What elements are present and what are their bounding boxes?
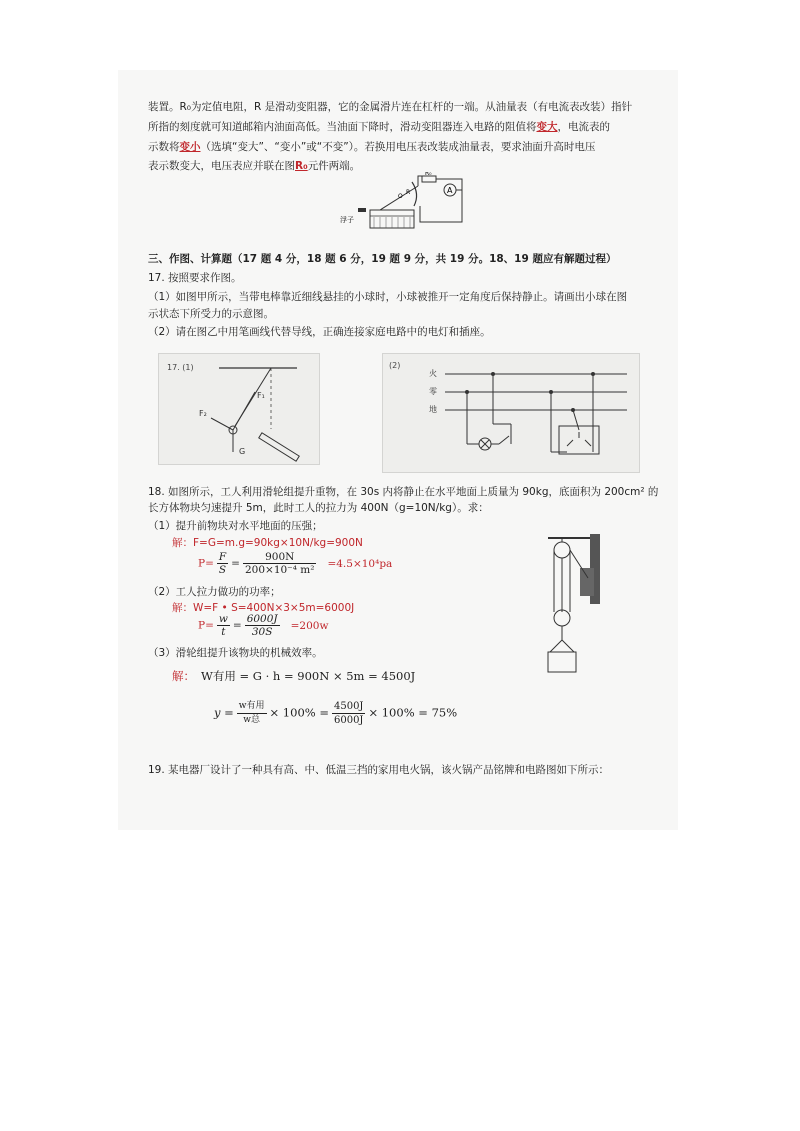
ground-wire-label: 地 [429, 405, 437, 414]
q18-part2-formula: P= $\frac{w}{t}$ = $\frac{6000J}{30S}$ =200w [198, 613, 329, 638]
household-circuit-photo [382, 353, 640, 473]
q18-part2: （2）工人拉力做功的功率； [148, 586, 281, 598]
movable-pulley-icon [554, 610, 570, 626]
q18-part1-formula: P= $\frac{F}{S}$ = $\frac{900N}{\text{200×10⁻⁴ m²}}$ =4.5×10⁴pa [198, 551, 393, 576]
q18-part1: （1）提升前物块对水平地面的压强； [148, 520, 323, 532]
fixed-pulley-icon [554, 542, 570, 558]
q18-part3-work: 解： W有用 = G · h = 900N × 5m = 4500J [172, 669, 416, 683]
switch-icon [499, 436, 509, 444]
q18-part3-efficiency: y = $\frac{\text{w有用}}{\text{w总}}$ × 100% = $\frac{4500J}{6000J}$ × 100% = 75% [214, 701, 458, 726]
push-force-label: F₂ [199, 409, 207, 418]
oil-gauge-diagram [340, 172, 470, 234]
q17-part1-cont: 示状态下所受力的示意图。 [148, 308, 274, 320]
tension-label: F₁ [257, 391, 265, 400]
answer-blank-2: 变小 [179, 141, 201, 153]
intro-line-1: 装置。R₀为定值电阻，R 是滑动变阻器，它的金属滑片连在杠杆的一端。从油量表（有电流表改装）指针 [148, 101, 633, 113]
photo1-tag: 17. (1) [167, 363, 194, 372]
intro-line-3: 示数将变小（选填“变大”、“变小”或“不变”）。若换用电压表改装成油量表，要求油面升高时电压 [148, 141, 596, 153]
answer-blank-3: R₀ [295, 160, 308, 172]
q18-stem-2: 长方体物块匀速提升 5m，此时工人的拉力为 400N（g=10N/kg）。求： [148, 502, 489, 514]
r0-label: R₀ [425, 172, 432, 177]
ammeter-label: A [447, 186, 453, 195]
q18-stem-1: 18. 如图所示，工人利用滑轮组提升重物，在 30s 内将静止在水平地面上质量为 90kg，底面积为 200cm² 的 [148, 486, 659, 498]
section-heading: 三、作图、计算题（17 题 4 分，18 题 6 分，19 题 9 分，共 19 分。18、19 题应有解题过程） [148, 253, 617, 265]
answer-blank-1: 变大 [536, 121, 558, 133]
q17-part1: （1）如图甲所示，当带电棒靠近细线悬挂的小球时，小球被推开一定角度后保持静止。请画出小球在图 [148, 291, 628, 303]
pulley-diagram [540, 528, 612, 678]
force-diagram-photo [158, 353, 320, 465]
photo2-tag: (2) [389, 361, 401, 370]
float-label: 浮子 [340, 216, 354, 224]
charged-rod-icon [259, 433, 299, 461]
q18-part3: （3）滑轮组提升该物块的机械效率。 [148, 647, 323, 659]
q18-part2-solution: 解：W=F • S=400N×3×5m=6000J [172, 602, 355, 614]
intro-line-4: 表示数变大，电压表应并联在图R₀元件两端。 [148, 160, 361, 172]
q17-part2: （2）请在图乙中用笔画线代替导线，正确连接家庭电路中的电灯和插座。 [148, 326, 491, 338]
float-icon [358, 208, 366, 212]
q18-part1-solution: 解：F=G=m.g=90kg×10N/kg=900N [172, 537, 363, 549]
q17-title: 17. 按照要求作图。 [148, 272, 242, 284]
gravity-label: G [239, 447, 246, 456]
intro-line-2: 所指的刻度就可知道邮箱内油面高低。当油面下降时，滑动变阻器连入电路的阻值将变大，电流表的 [148, 121, 610, 133]
live-wire-label: 火 [429, 369, 437, 378]
load-block-icon [548, 652, 576, 672]
neutral-wire-label: 零 [429, 387, 437, 396]
q19-stem: 19. 某电器厂设计了一种具有高、中、低温三挡的家用电火锅，该火锅产品铭牌和电路图如下所示： [148, 764, 610, 776]
r-label: R [406, 189, 411, 196]
pivot-label: O [398, 193, 403, 200]
